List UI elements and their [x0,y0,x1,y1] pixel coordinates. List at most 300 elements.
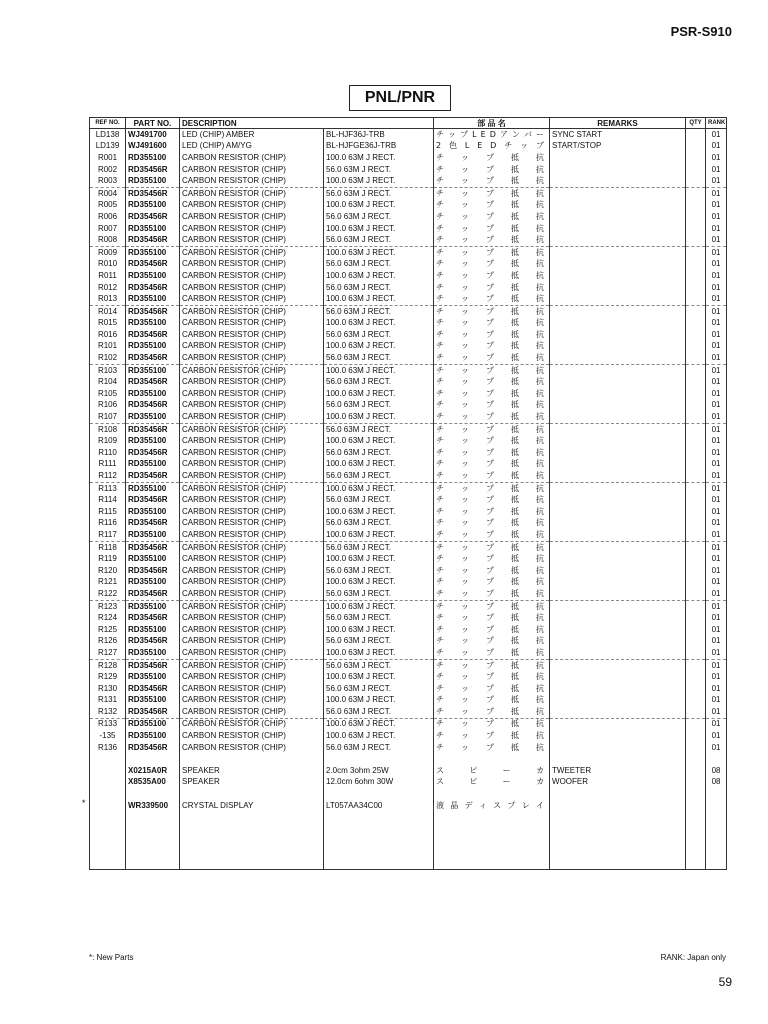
spec: 56.0 63M J RECT. [324,164,434,176]
ref-no [90,800,126,812]
spec: 56.0 63M J RECT. [324,742,434,754]
spec: 100.0 63M J RECT. [324,529,434,541]
rank: 01 [706,164,727,176]
part-no: RD355100 [126,671,180,683]
japanese-name [434,411,550,423]
remarks [550,506,686,518]
remarks [550,577,686,589]
ref-no: R003 [90,175,126,187]
remarks [550,293,686,305]
japanese-name [434,494,550,506]
description: CARBON RESISTOR (CHIP) [180,482,324,494]
description: CARBON RESISTOR (CHIP) [180,506,324,518]
description: CARBON RESISTOR (CHIP) [180,565,324,577]
description: LED (CHIP) AM/YG [180,141,324,153]
description: CARBON RESISTOR (CHIP) [180,282,324,294]
ref-no: R133 [90,718,126,730]
qty [686,553,706,565]
rank: 01 [706,470,727,482]
qty [686,223,706,235]
japanese-name-text: チ ッ プ 抵 抗 [436,188,545,198]
japanese-name-text: チ ッ プ 抵 抗 [436,483,545,493]
table-row [90,671,727,683]
rank: 01 [706,141,727,153]
japanese-name [434,246,550,258]
remarks [550,706,686,718]
empty-cell [324,835,434,847]
japanese-name [434,742,550,754]
rank: 08 [706,765,727,777]
japanese-name [434,518,550,530]
description: CARBON RESISTOR (CHIP) [180,318,324,330]
table-row [90,470,727,482]
spec: 100.0 63M J RECT. [324,482,434,494]
rank: 01 [706,352,727,364]
table-row [90,529,727,541]
rank: 01 [706,683,727,695]
japanese-name [434,270,550,282]
description: LED (CHIP) AMBER [180,129,324,141]
rank: 01 [706,234,727,246]
empty-cell [550,823,686,835]
table-row [90,352,727,364]
ref-no: R126 [90,636,126,648]
table-row [90,765,727,777]
japanese-name [434,671,550,683]
japanese-name [434,129,550,141]
table-row [90,270,727,282]
remarks [550,742,686,754]
table-row [90,246,727,258]
japanese-name-text: チ ッ プ 抵 抗 [436,577,545,587]
japanese-name-text: チ ッ プ 抵 抗 [436,247,545,257]
part-no: RD355100 [126,718,180,730]
ref-no: R112 [90,470,126,482]
qty [686,588,706,600]
remarks [550,683,686,695]
empty-cell [706,846,727,858]
japanese-name [434,259,550,271]
japanese-name-text: 液 晶 デ ィ ス プ レ イ [436,800,544,810]
part-no: RD355100 [126,529,180,541]
part-no: WJ491700 [126,129,180,141]
empty-cell [434,788,550,800]
empty-cell [90,835,126,847]
ref-no: R007 [90,223,126,235]
qty [686,718,706,730]
remarks [550,388,686,400]
rank: 01 [706,518,727,530]
description: CARBON RESISTOR (CHIP) [180,494,324,506]
part-no: RD355100 [126,200,180,212]
japanese-name [434,234,550,246]
japanese-name-text: チ ッ プ 抵 抗 [436,211,545,221]
col-rank: RANK [706,118,727,129]
qty [686,612,706,624]
empty-cell [706,835,727,847]
remarks [550,600,686,612]
table-row [90,695,727,707]
japanese-name-text: チ ッ プ 抵 抗 [436,329,545,339]
rank: 01 [706,647,727,659]
japanese-name-text: チ ッ プ 抵 抗 [436,695,545,705]
spec: 56.0 63M J RECT. [324,423,434,435]
japanese-name [434,187,550,199]
part-no: RD35456R [126,565,180,577]
empty-cell [550,835,686,847]
table-row [90,388,727,400]
japanese-name-text: チ ッ プ 抵 抗 [436,636,545,646]
qty [686,129,706,141]
description: CARBON RESISTOR (CHIP) [180,470,324,482]
ref-no: R124 [90,612,126,624]
qty [686,400,706,412]
ref-no: R118 [90,541,126,553]
table-row [90,200,727,212]
ref-no: R108 [90,423,126,435]
spec: 56.0 63M J RECT. [324,636,434,648]
rank: 01 [706,200,727,212]
empty-cell [324,846,434,858]
ref-no: R005 [90,200,126,212]
part-no: RD355100 [126,577,180,589]
japanese-name [434,541,550,553]
spacer-row [90,835,727,847]
rank: 01 [706,129,727,141]
empty-cell [434,846,550,858]
qty [686,259,706,271]
table-row [90,553,727,565]
empty-cell [550,753,686,765]
japanese-name-text: チ ッ プ 抵 抗 [436,341,545,351]
part-no: RD35456R [126,423,180,435]
remarks [550,435,686,447]
rank: 01 [706,376,727,388]
spec: 100.0 63M J RECT. [324,388,434,400]
remarks [550,400,686,412]
empty-cell [90,846,126,858]
empty-cell [324,788,434,800]
japanese-name-text: チ ッ プ 抵 抗 [436,742,545,752]
description: CARBON RESISTOR (CHIP) [180,211,324,223]
table-row [90,683,727,695]
description: CARBON RESISTOR (CHIP) [180,529,324,541]
spec: 56.0 63M J RECT. [324,706,434,718]
japanese-name [434,612,550,624]
empty-cell [550,846,686,858]
col-ref-no: REF NO. [90,118,126,129]
japanese-name [434,482,550,494]
spec: 56.0 63M J RECT. [324,234,434,246]
remarks [550,718,686,730]
rank: 01 [706,730,727,742]
description: CARBON RESISTOR (CHIP) [180,577,324,589]
description: CARBON RESISTOR (CHIP) [180,459,324,471]
rank: 01 [706,423,727,435]
spacer-row [90,788,727,800]
col-qty: QTY [686,118,706,129]
japanese-name-text: チ ッ プ 抵 抗 [436,306,545,316]
table-row [90,612,727,624]
qty [686,636,706,648]
spec: 56.0 63M J RECT. [324,447,434,459]
table-row [90,293,727,305]
spec: 56.0 63M J RECT. [324,470,434,482]
remarks [550,494,686,506]
ref-no: R106 [90,400,126,412]
part-no: WR339500 [126,800,180,812]
table-row [90,341,727,353]
ref-no: R015 [90,318,126,330]
japanese-name [434,200,550,212]
japanese-name-text: チ ッ プ 抵 抗 [436,377,545,387]
rank: 01 [706,718,727,730]
japanese-name-text: チ ッ プ 抵 抗 [436,554,545,564]
ref-no: R016 [90,329,126,341]
qty [686,164,706,176]
description: CARBON RESISTOR (CHIP) [180,636,324,648]
description: CARBON RESISTOR (CHIP) [180,742,324,754]
japanese-name [434,352,550,364]
empty-cell [686,846,706,858]
rank: 01 [706,459,727,471]
table-row [90,588,727,600]
japanese-name-text: チ ッ プ 抵 抗 [436,447,545,457]
empty-cell [706,788,727,800]
table-row [90,187,727,199]
qty [686,518,706,530]
japanese-name-text: チ ッ プ 抵 抗 [436,282,545,292]
ref-no: R132 [90,706,126,718]
remarks [550,659,686,671]
spec: 56.0 63M J RECT. [324,187,434,199]
description: CARBON RESISTOR (CHIP) [180,246,324,258]
ref-no: R128 [90,659,126,671]
qty [686,494,706,506]
japanese-name-text: チ ッ プ 抵 抗 [436,365,545,375]
remarks [550,553,686,565]
japanese-name [434,470,550,482]
empty-cell [126,858,180,870]
description: CARBON RESISTOR (CHIP) [180,388,324,400]
qty [686,187,706,199]
table-row [90,329,727,341]
empty-cell [434,835,550,847]
japanese-name [434,376,550,388]
table-row [90,565,727,577]
remarks [550,636,686,648]
part-no: RD355100 [126,695,180,707]
ref-no: R104 [90,376,126,388]
empty-cell [550,858,686,870]
remarks [550,318,686,330]
rank: 01 [706,529,727,541]
part-no: RD355100 [126,270,180,282]
part-no: RD355100 [126,730,180,742]
japanese-name-text: チ ッ プ 抵 抗 [436,672,545,682]
section-title: PNL/PNR [349,85,451,111]
qty [686,293,706,305]
ref-no: R006 [90,211,126,223]
rank: 01 [706,636,727,648]
part-no: RD35456R [126,659,180,671]
ref-no: R121 [90,577,126,589]
ref-no: R103 [90,364,126,376]
qty [686,376,706,388]
spec: 100.0 63M J RECT. [324,671,434,683]
qty [686,282,706,294]
part-no: RD35456R [126,612,180,624]
qty [686,329,706,341]
qty [686,706,706,718]
remarks [550,423,686,435]
ref-no: R109 [90,435,126,447]
remarks [550,223,686,235]
spec: 100.0 63M J RECT. [324,364,434,376]
ref-no: R129 [90,671,126,683]
empty-cell [180,811,324,823]
remarks [550,411,686,423]
description: CARBON RESISTOR (CHIP) [180,270,324,282]
qty [686,234,706,246]
ref-no: R002 [90,164,126,176]
description: CARBON RESISTOR (CHIP) [180,659,324,671]
rank: 01 [706,259,727,271]
japanese-name [434,164,550,176]
remarks [550,447,686,459]
empty-cell [550,811,686,823]
japanese-name [434,141,550,153]
rank: 01 [706,612,727,624]
description: CARBON RESISTOR (CHIP) [180,423,324,435]
japanese-name-text: チ ッ プ 抵 抗 [436,518,545,528]
empty-cell [686,811,706,823]
description: CARBON RESISTOR (CHIP) [180,624,324,636]
remarks [550,152,686,164]
part-no: RD35456R [126,400,180,412]
part-no: X8535A00 [126,777,180,789]
model-name: PSR-S910 [670,24,732,39]
empty-cell [706,823,727,835]
qty [686,364,706,376]
ref-no [90,777,126,789]
rank: 01 [706,565,727,577]
remarks [550,588,686,600]
ref-no: R125 [90,624,126,636]
remarks [550,470,686,482]
table-row [90,282,727,294]
table-row [90,364,727,376]
remarks [550,270,686,282]
table-row [90,624,727,636]
spec: 100.0 63M J RECT. [324,270,434,282]
remarks: WOOFER [550,777,686,789]
remarks [550,482,686,494]
part-no: RD355100 [126,459,180,471]
spec: 56.0 63M J RECT. [324,376,434,388]
ref-no: R130 [90,683,126,695]
rank: 01 [706,506,727,518]
empty-cell [90,858,126,870]
empty-cell [180,753,324,765]
remarks [550,329,686,341]
rank: 01 [706,706,727,718]
description: CARBON RESISTOR (CHIP) [180,553,324,565]
page-number: 59 [718,975,732,989]
remarks: START/STOP [550,141,686,153]
spec: 100.0 63M J RECT. [324,411,434,423]
ref-no: R004 [90,187,126,199]
japanese-name-text: チ ッ プ 抵 抗 [436,542,545,552]
qty [686,211,706,223]
japanese-name-text: チ ッ プ 抵 抗 [436,164,545,174]
empty-cell [324,823,434,835]
table-row [90,376,727,388]
table-row [90,518,727,530]
rank: 01 [706,742,727,754]
description: CARBON RESISTOR (CHIP) [180,341,324,353]
spec: 56.0 63M J RECT. [324,612,434,624]
part-no: RD355100 [126,341,180,353]
part-no: RD35456R [126,636,180,648]
description: CARBON RESISTOR (CHIP) [180,293,324,305]
ref-no [90,765,126,777]
ref-no: R107 [90,411,126,423]
qty [686,447,706,459]
qty [686,683,706,695]
japanese-name [434,659,550,671]
japanese-name-text: チ ッ プ 抵 抗 [436,471,545,481]
part-no: RD35456R [126,518,180,530]
japanese-name-text: チ ッ プ 抵 抗 [436,270,545,280]
spec: 56.0 63M J RECT. [324,518,434,530]
description: CARBON RESISTOR (CHIP) [180,541,324,553]
japanese-name [434,577,550,589]
remarks [550,565,686,577]
japanese-name-text: 2 色 L E D チ ッ プ [436,141,544,151]
japanese-name [434,364,550,376]
japanese-name [434,718,550,730]
part-no: RD35456R [126,470,180,482]
rank: 01 [706,305,727,317]
table-row [90,459,727,471]
japanese-name [434,329,550,341]
japanese-name-text: チ ッ プ 抵 抗 [436,176,545,186]
rank: 01 [706,695,727,707]
spec: 100.0 63M J RECT. [324,341,434,353]
japanese-name [434,305,550,317]
spec: 100.0 63M J RECT. [324,318,434,330]
qty [686,765,706,777]
spec: 100.0 63M J RECT. [324,246,434,258]
table-row [90,164,727,176]
description: CARBON RESISTOR (CHIP) [180,305,324,317]
qty [686,318,706,330]
spec: LT057AA34C00 [324,800,434,812]
qty [686,388,706,400]
part-no: RD35456R [126,352,180,364]
part-no: RD35456R [126,494,180,506]
table-row [90,211,727,223]
japanese-name-text: チ ッ プ 抵 抗 [436,731,545,741]
spec: 56.0 63M J RECT. [324,400,434,412]
qty [686,305,706,317]
table-body [90,129,727,870]
japanese-name [434,777,550,789]
description: CARBON RESISTOR (CHIP) [180,671,324,683]
japanese-name-text: チ ッ プ 抵 抗 [436,294,545,304]
japanese-name-text: チ ッ プ 抵 抗 [436,259,545,269]
